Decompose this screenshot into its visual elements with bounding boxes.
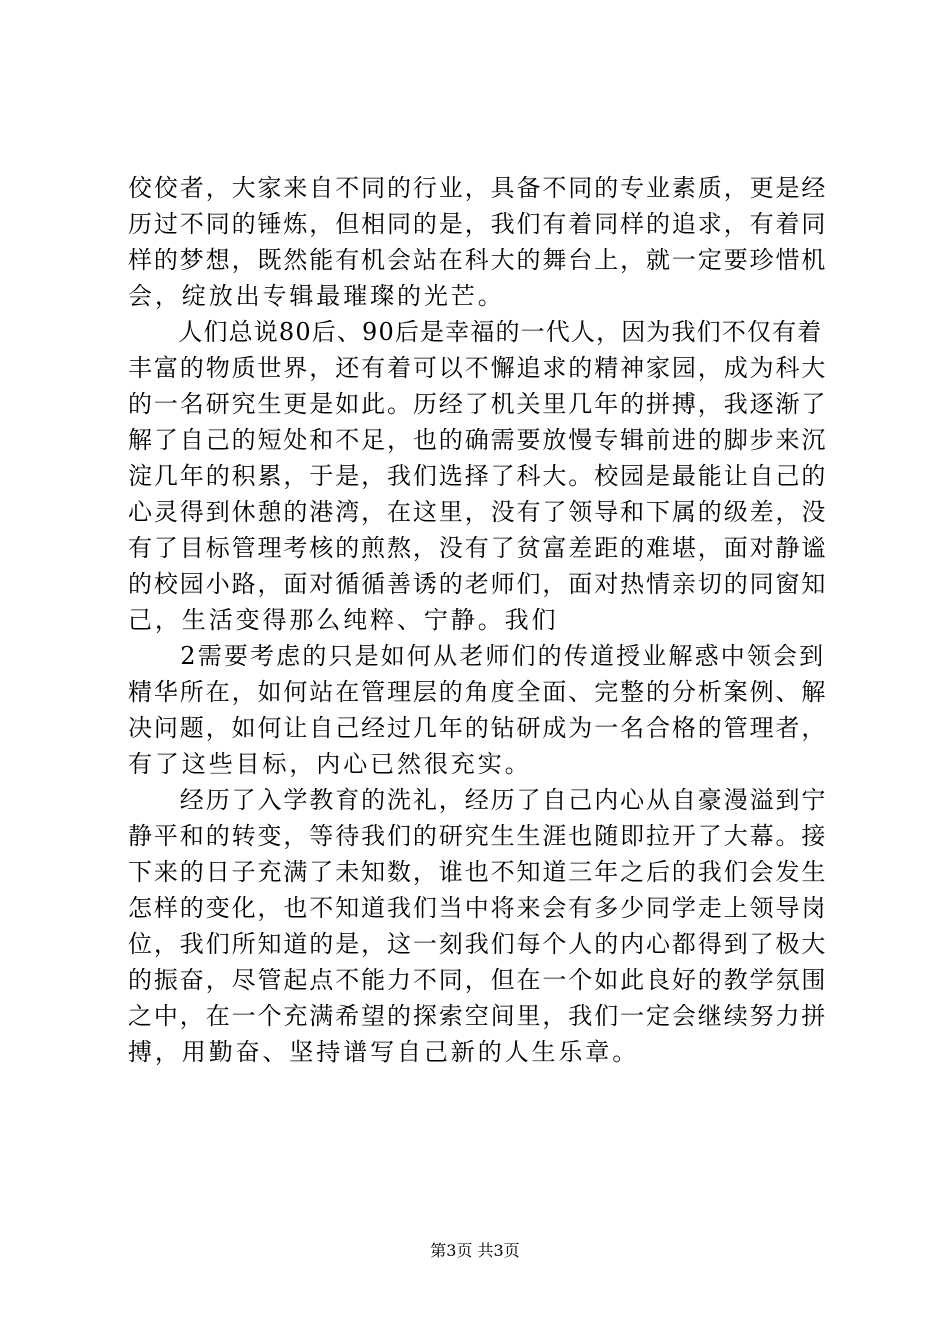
text-line: 之中，在一个充满希望的探索空间里，我们一定会继续努力拼 xyxy=(128,1002,828,1030)
text-line: 解了自己的短处和不足，也的确需要放慢专辑前进的脚步来沉 xyxy=(128,426,828,454)
page-footer xyxy=(0,1240,950,1262)
text-line: 心灵得到休憩的港湾，在这里，没有了领导和下属的级差，没 xyxy=(128,498,828,526)
text-line: 样的梦想，既然能有机会站在科大的舞台上，就一定要珍惜机 xyxy=(128,246,828,274)
text-line: 精华所在，如何站在管理层的角度全面、完整的分析案例、解 xyxy=(128,678,828,706)
text-line: 丰富的物质世界，还有着可以不懈追求的精神家园，成为科大 xyxy=(128,354,828,382)
text-line: 人们总说80后、90后是幸福的一代人，因为我们不仅有着 xyxy=(128,318,823,346)
text-line: 2需要考虑的只是如何从老师们的传道授业解惑中领会到 xyxy=(128,642,826,670)
body-text xyxy=(128,170,828,1070)
page-number: 第3页 共3页 xyxy=(430,1241,520,1260)
text-line: 的一名研究生更是如此。历经了机关里几年的拼搏，我逐渐了 xyxy=(128,390,828,418)
text-line: 会，绽放出专辑最璀璨的光芒。 xyxy=(128,282,505,310)
text-line: 经历了入学教育的洗礼，经历了自己内心从自豪漫溢到宁 xyxy=(128,786,828,814)
text-line: 淀几年的积累，于是，我们选择了科大。校园是最能让自己的 xyxy=(128,462,828,490)
text-line: 佼佼者，大家来自不同的行业，具备不同的专业素质，更是经 xyxy=(128,174,828,202)
text-line: 位，我们所知道的是，这一刻我们每个人的内心都得到了极大 xyxy=(128,930,828,958)
text-line: 有了目标管理考核的煎熬，没有了贫富差距的难堪，面对静谧 xyxy=(128,534,828,562)
text-line: 有了这些目标，内心已然很充实。 xyxy=(128,750,532,778)
text-line: 静平和的转变，等待我们的研究生生涯也随即拉开了大幕。接 xyxy=(128,822,828,850)
text-line: 决问题，如何让自己经过几年的钻研成为一名合格的管理者， xyxy=(128,714,828,742)
text-line: 怎样的变化，也不知道我们当中将来会有多少同学走上领导岗 xyxy=(128,894,828,922)
text-line: 的振奋，尽管起点不能力不同，但在一个如此良好的教学氛围 xyxy=(128,966,828,994)
text-line: 己，生活变得那么纯粹、宁静。我们 xyxy=(128,606,559,634)
text-line: 的校园小路，面对循循善诱的老师们，面对热情亲切的同窗知 xyxy=(128,570,828,598)
text-line: 下来的日子充满了未知数，谁也不知道三年之后的我们会发生 xyxy=(128,858,828,886)
text-line: 历过不同的锤炼，但相同的是，我们有着同样的追求，有着同 xyxy=(128,210,828,238)
text-line: 搏，用勤奋、坚持谱写自己新的人生乐章。 xyxy=(128,1038,640,1066)
